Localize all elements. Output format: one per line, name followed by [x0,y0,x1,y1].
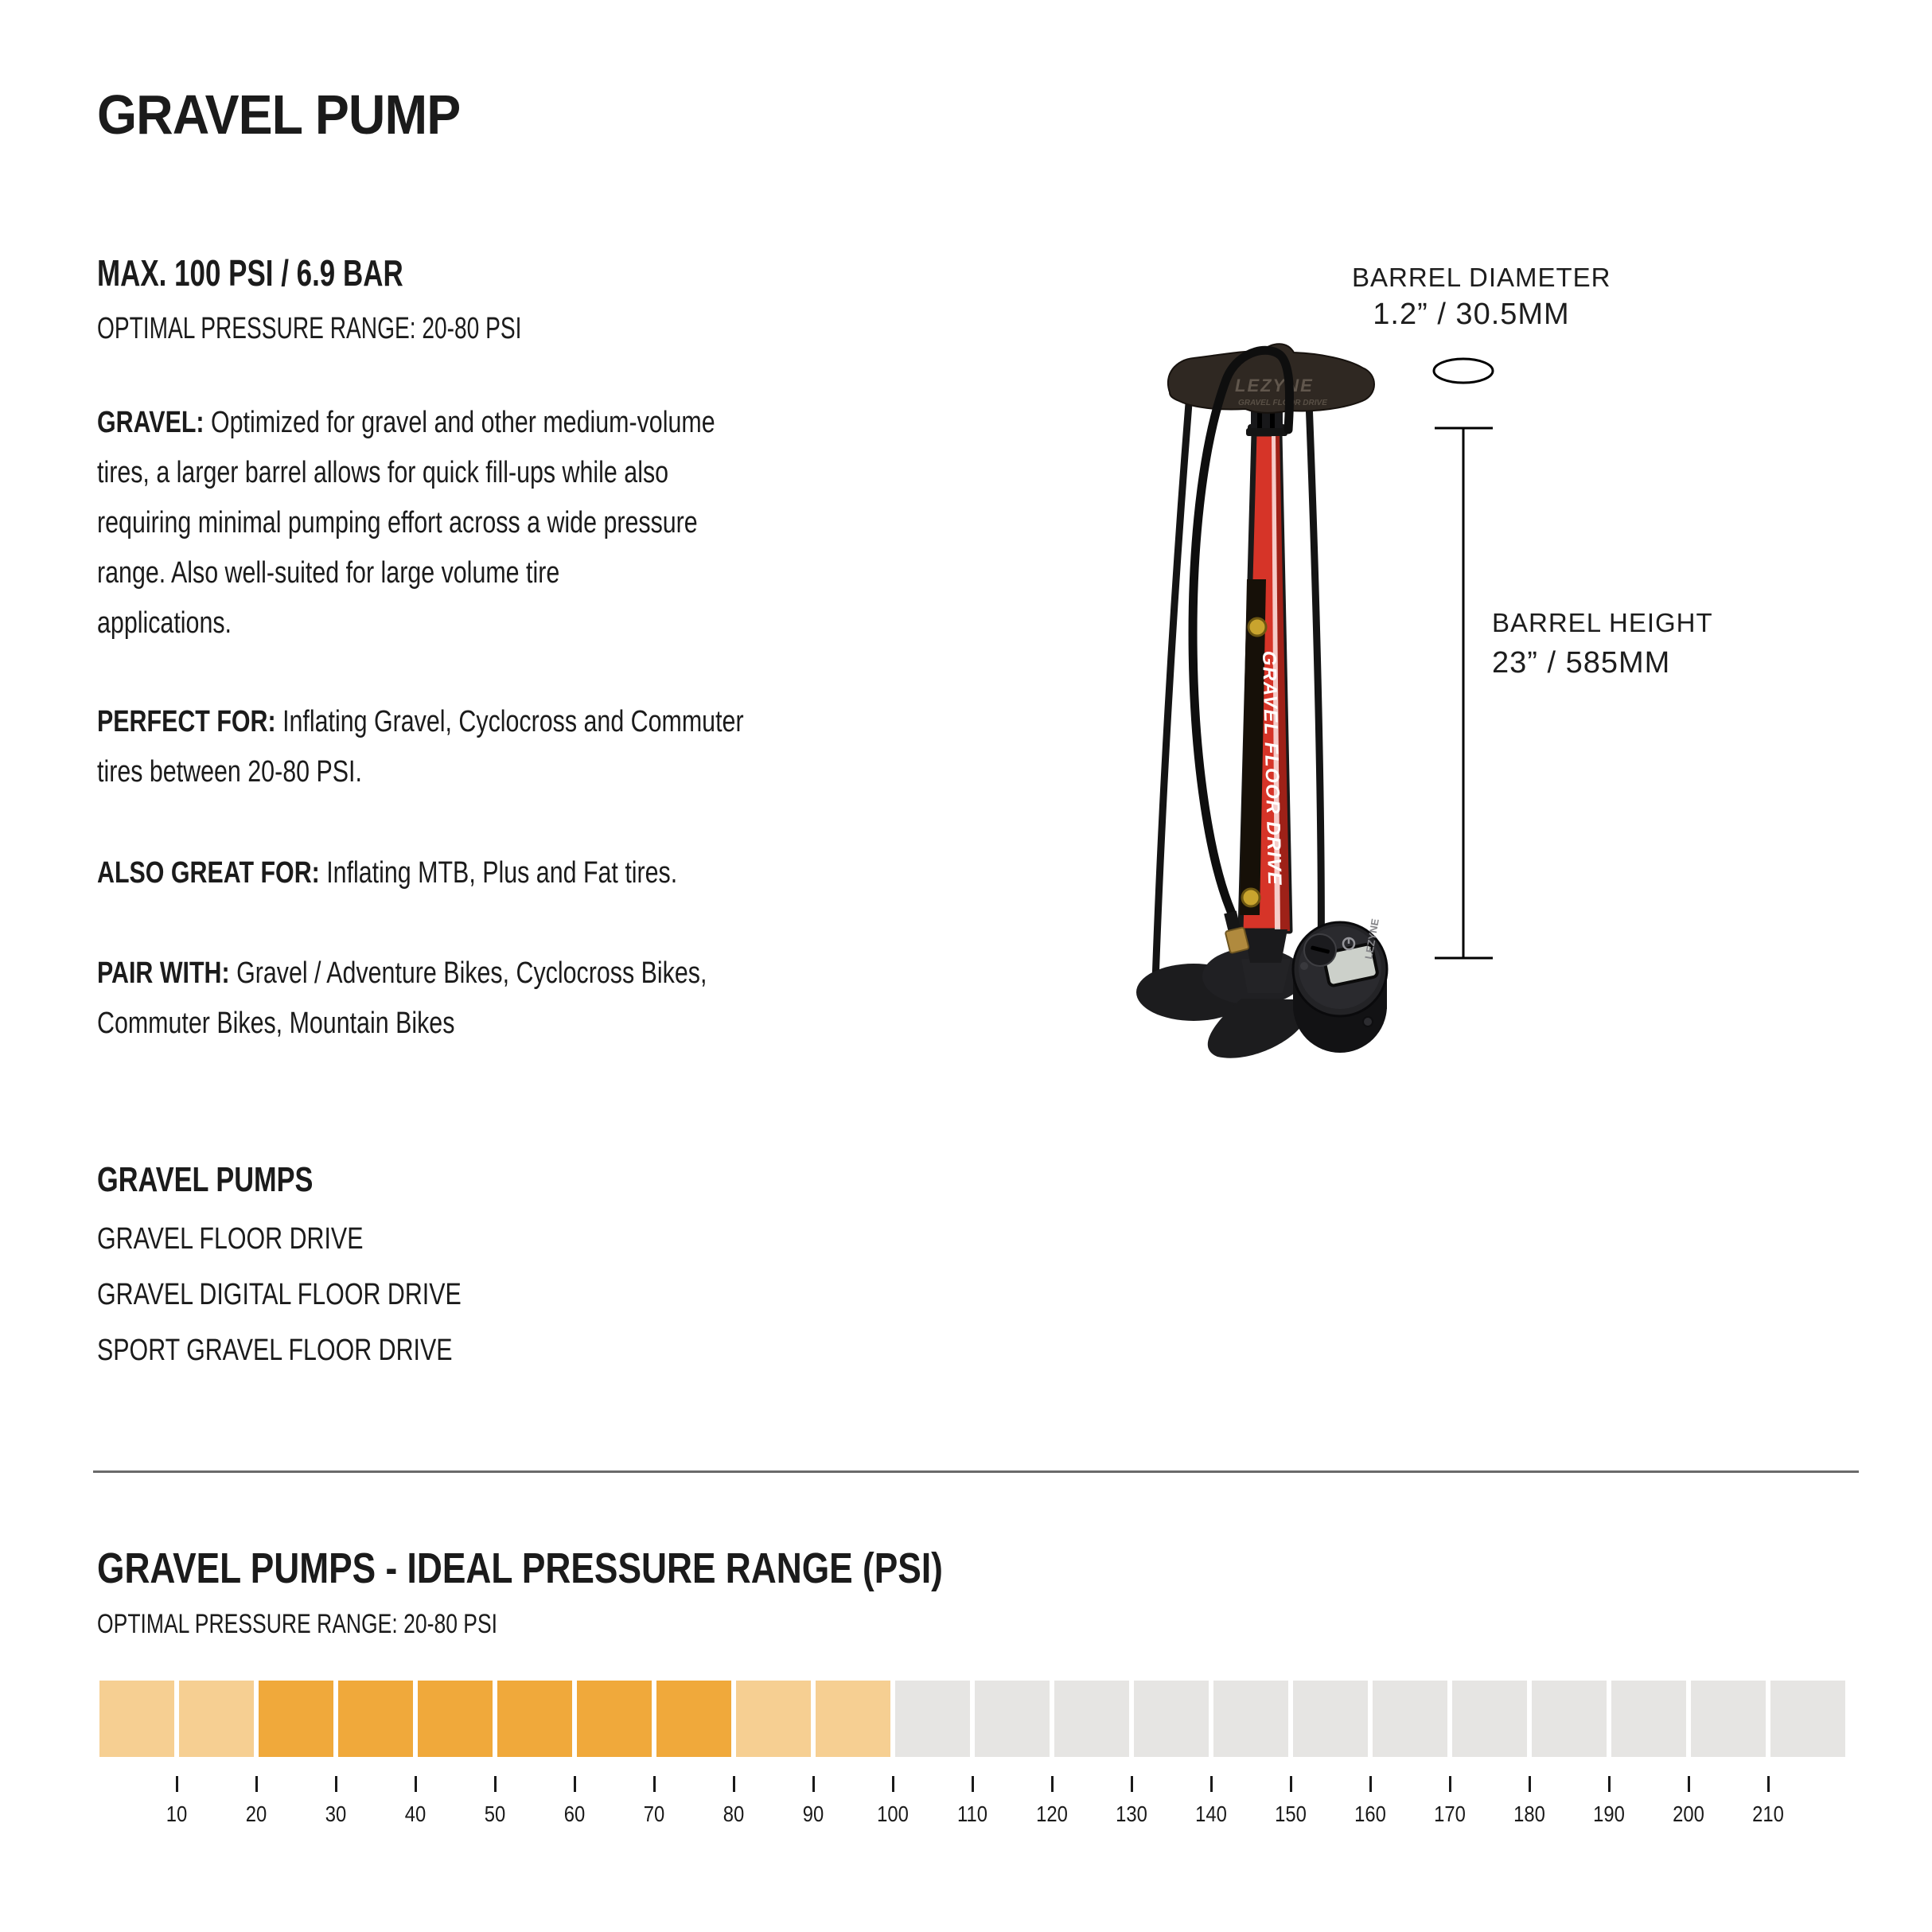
page-title: GRAVEL PUMP [97,84,461,146]
axis-tick-80 [733,1776,735,1792]
pump-barrel [1240,424,1290,963]
axis-tick-60 [574,1776,576,1792]
pressure-bar [99,1681,1845,1757]
pressure-segment-150-160 [1293,1681,1368,1757]
axis-tick-label-120: 120 [1036,1802,1068,1826]
axis-tick-label-210: 210 [1752,1802,1784,1826]
pressure-segment-140-150 [1213,1681,1288,1757]
axis-tick-label-50: 50 [484,1802,506,1826]
also_great_for-line-1: ALSO GREAT FOR: Inflating MTB, Plus and Fat tires. [97,856,678,890]
axis-tick-label-40: 40 [404,1802,427,1826]
gravel-line-4: range. Also well-suited for large volume tire [97,556,560,590]
gauge-button [1300,962,1308,970]
pressure-segment-60-70 [577,1681,652,1757]
axis-tick-label-130: 130 [1116,1802,1147,1826]
axis-tick-190 [1608,1776,1611,1792]
barrel-badge-top [1248,618,1266,636]
axis-tick-label-10: 10 [166,1802,188,1826]
axis-tick-70 [653,1776,656,1792]
perfect_for-line-1: PERFECT FOR: Inflating Gravel, Cyclocross and Commuter [97,705,744,738]
pressure-segment-20-30 [259,1681,333,1757]
gravel-label: GRAVEL: [97,406,211,439]
pressure-segment-90-100 [816,1681,890,1757]
pressure-axis [99,1776,1845,1840]
axis-tick-label-170: 170 [1434,1802,1466,1826]
barrel-height-label: BARREL HEIGHT [1492,608,1713,637]
perfect-for-paragraph [97,697,906,797]
axis-tick-30 [335,1776,337,1792]
pair_with-line-2: Commuter Bikes, Mountain Bikes [97,1007,455,1040]
handle-logo: LEZYNE [1235,376,1314,395]
barrel-height-line [1435,428,1493,958]
gravel-line-2: tires, a larger barrel allows for quick fill-ups while also [97,456,669,489]
gauge-logo: LEZYNE [1362,917,1381,960]
pressure-segment-30-40 [338,1681,413,1757]
axis-tick-label-160: 160 [1354,1802,1386,1826]
pump-illustration [1130,330,1512,1094]
pressure-segment-80-90 [736,1681,811,1757]
axis-tick-140 [1210,1776,1213,1792]
axis-tick-110 [972,1776,974,1792]
barrel-badge-bottom [1242,889,1260,906]
max-pressure-heading: MAX. 100 PSI / 6.9 BAR [97,252,403,294]
axis-tick-label-90: 90 [802,1802,824,1826]
barrel-label-text: GRAVEL FLOOR DRIVE [1258,650,1286,886]
pair_with-label: PAIR WITH: [97,956,237,990]
axis-tick-label-80: 80 [723,1802,745,1826]
axis-tick-10 [176,1776,178,1792]
axis-tick-label-190: 190 [1593,1802,1625,1826]
pump-list-item-1: GRAVEL FLOOR DRIVE [97,1222,364,1256]
axis-tick-label-140: 140 [1195,1802,1227,1826]
chart-subtitle: OPTIMAL PRESSURE RANGE: 20-80 PSI [97,1609,498,1639]
optimal-pressure-subheading: OPTIMAL PRESSURE RANGE: 20-80 PSI [97,312,522,345]
barrel-diameter-value: 1.2” / 30.5MM [1373,298,1570,331]
axis-tick-40 [415,1776,417,1792]
pump-list-heading: GRAVEL PUMPS [97,1160,314,1199]
pressure-segment-170-180 [1452,1681,1527,1757]
barrel-foot-collar [1244,929,1287,963]
pump-base [1136,948,1305,1058]
pressure-segment-210-220 [1770,1681,1845,1757]
axis-tick-label-30: 30 [325,1802,347,1826]
axis-tick-180 [1529,1776,1531,1792]
pressure-segment-180-190 [1532,1681,1607,1757]
gravel-description-paragraph [97,398,870,649]
section-divider [93,1470,1859,1473]
barrel-diameter-ellipse [1434,359,1493,383]
axis-tick-200 [1688,1776,1690,1792]
pressure-segment-200-210 [1691,1681,1766,1757]
axis-tick-130 [1131,1776,1133,1792]
pressure-segment-110-120 [975,1681,1050,1757]
pump-gauge [1293,917,1387,1053]
pair_with-line-1: PAIR WITH: Gravel / Adventure Bikes, Cyclocross Bikes, [97,956,707,990]
gravel-line-5: applications. [97,606,232,640]
gravel-pumps-list [97,1211,552,1378]
pressure-segment-190-200 [1611,1681,1686,1757]
gravel-line-1: GRAVEL: Optimized for gravel and other medium-volume [97,406,715,439]
axis-tick-label-20: 20 [245,1802,267,1826]
axis-tick-label-100: 100 [877,1802,909,1826]
pressure-segment-40-50 [418,1681,493,1757]
perfect_for-line-2: tires between 20-80 PSI. [97,755,362,789]
pressure-segment-70-80 [656,1681,731,1757]
axis-tick-90 [812,1776,815,1792]
axis-tick-150 [1290,1776,1292,1792]
axis-tick-100 [892,1776,894,1792]
pressure-segment-100-110 [895,1681,970,1757]
pump-legs [1155,381,1321,983]
perfect_for-label: PERFECT FOR: [97,705,283,738]
axis-tick-50 [494,1776,497,1792]
axis-tick-210 [1767,1776,1770,1792]
pressure-segment-160-170 [1373,1681,1447,1757]
pressure-segment-50-60 [497,1681,572,1757]
axis-tick-label-150: 150 [1275,1802,1307,1826]
pressure-segment-130-140 [1134,1681,1209,1757]
axis-tick-120 [1051,1776,1054,1792]
pressure-segment-120-130 [1054,1681,1129,1757]
also-great-for-paragraph [97,848,823,898]
axis-tick-label-70: 70 [643,1802,665,1826]
axis-tick-label-110: 110 [957,1802,987,1826]
barrel-diameter-label: BARREL DIAMETER [1352,263,1611,292]
pump-list-item-2: GRAVEL DIGITAL FLOOR DRIVE [97,1278,462,1311]
gravel-line-3: requiring minimal pumping effort across a wide pressure [97,506,698,539]
axis-tick-label-200: 200 [1673,1802,1704,1826]
axis-tick-label-60: 60 [563,1802,586,1826]
axis-tick-label-180: 180 [1513,1802,1545,1826]
barrel-height-value: 23” / 585MM [1492,646,1671,680]
axis-tick-160 [1369,1776,1372,1792]
chart-title: GRAVEL PUMPS - IDEAL PRESSURE RANGE (PSI) [97,1544,943,1592]
also_great_for-label: ALSO GREAT FOR: [97,856,327,890]
axis-tick-20 [255,1776,258,1792]
pair-with-paragraph [97,948,859,1049]
pressure-segment-0-10 [99,1681,174,1757]
handle-sub-label: GRAVEL FLOOR DRIVE [1238,399,1327,407]
axis-tick-170 [1449,1776,1451,1792]
pressure-segment-10-20 [179,1681,254,1757]
pump-list-item-3: SPORT GRAVEL FLOOR DRIVE [97,1334,453,1367]
